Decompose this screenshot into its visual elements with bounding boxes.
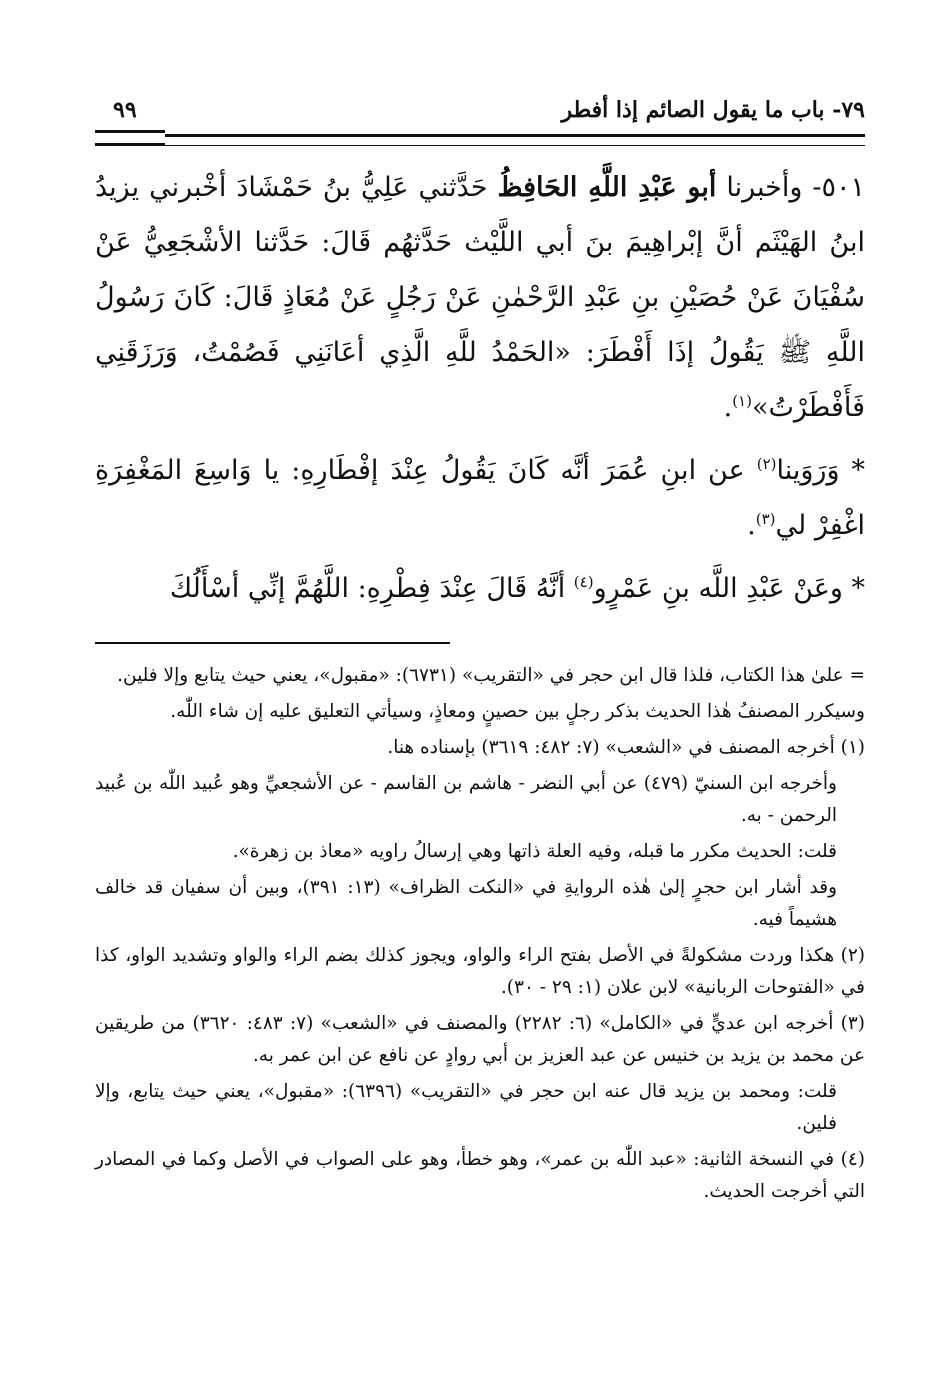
hadith-number: ٥٠١-: [802, 172, 865, 203]
footnote: (٤) في النسخة الثانية: «عبد اللّٰه بن عمر»، وهو خطأ، وهو على الصواب في الأصل وكما في المصادر التي أخرجت الحديث.: [95, 1149, 865, 1202]
footnote: وأخرجه ابن السنيّ (٤٧٩) عن أبي النضر - هاشم بن القاسم - عن الأشجعيِّ وهو عُبيد اللّٰه بن عُبيد الرحمن - به.: [95, 773, 837, 826]
page-number: ٩٩: [113, 97, 137, 123]
footnote: قلت: ومحمد بن يزيد قال عنه ابن حجر في «التقريب» (٦٣٩٦): «مقبول»، يعني حيث يتابع، وإلا فلين.: [95, 1081, 838, 1134]
narration-paragraph: [95, 561, 865, 616]
text-run: * وعَنْ عَبْدِ اللَّه بنِ عَمْرٍو: [593, 573, 865, 604]
header-rule-left: [95, 130, 165, 146]
book-page: [95, 90, 865, 1212]
text-run: حَدَّثني عَلِيُّ بنُ حَمْشَادَ أخْبرني يزيدُ ابنُ الهَيْثَم أنَّ إبْراهِيمَ بنَ أبي اللَّيْث حَدَّثهُم قَالَ: حَدَّثنا الأشْجَعِيُّ عَنْ سُفْيَانَ عَنْ حُصَيْنِ بنِ عَبْدِ الرَّحْمٰنِ عَنْ رَجُلٍ عَنْ مُعَاذٍ قَالَ: كَانَ رَسُولُ اللَّهِ ﷺ يَقُولُ إذَا أَفْطَرَ: «الحَمْدُ للَّهِ الَّذِي أعَانَنِي فَصُمْتُ، وَرَزَقَنِي فَأَفْطَرْتُ»: [95, 172, 865, 423]
footnote-rule: [95, 642, 450, 644]
text-run: عن ابنِ عُمَرَ أنَّه كَانَ يَقُولُ عِنْدَ إفْطَارِهِ: يا وَاسِعَ المَغْفِرَةِ اغْفِرْ لي: [95, 455, 865, 541]
footnote-ref: (١): [732, 392, 752, 410]
page-header: [95, 90, 865, 130]
narration-paragraph: [95, 443, 865, 553]
text-run: .: [747, 510, 756, 541]
footnote: (١) أخرجه المصنف في «الشعب» (٧: ٤٨٢: ٣٦١٩) بإسناده هنا.: [387, 737, 865, 758]
main-text: [95, 160, 865, 616]
text-run: أنَّهُ قَالَ عِنْدَ فِطْرِهِ: اللَّهُمَّ إنِّي أسْأَلُكَ: [169, 573, 574, 604]
footnote: (٣) أخرجه ابن عديٍّ في «الكامل» (٦: ٢٢٨٢) والمصنف في «الشعب» (٧: ٤٨٣: ٣٦٢٠) من طريقين عن محمد بن يزيد بن خنيس عن عبد العزيز بن أبي روادٍ عن نافع عن ابن عمر به.: [95, 1013, 865, 1066]
hadith-paragraph: [95, 160, 865, 435]
footnote-ref: (٤): [573, 573, 594, 591]
footnote: قلت: الحديث مكرر ما قبله، وفيه العلة ذاتها وهي إرسالُ راويه «معاذ بن زهرة».: [232, 841, 837, 862]
header-rule: [95, 134, 865, 146]
footnote: وقد أشار ابن حجرٍ إلىٰ هٰذه الروايةِ في «النكت الظراف» (١٣: ٣٩١)، وبين أن سفيان قد خالف هشيماً فيه.: [95, 877, 837, 930]
footnotes: [95, 660, 865, 1208]
footnote: وسيكرر المصنفُ هٰذا الحديث بذكر رجلٍ بين حصينٍ ومعاذٍ، وسيأتي التعليق عليه إن شاء اللّٰه.: [170, 701, 865, 722]
footnote: (٢) هكذا وردت مشكولةً في الأصل بفتح الراء والواو، ويجوز كذلك بضم الراء والواو وتشديد الواو، كذا في «الفتوحات الربانية» لابن علان (١: ٢٩ - ٣٠).: [95, 945, 865, 998]
text-run: وأخبرنا: [716, 172, 803, 203]
footnote-ref: (٢): [756, 455, 777, 473]
chapter-title: ٧٩- باب ما يقول الصائم إذا أفطر: [561, 97, 865, 123]
footnote-ref: (٣): [755, 510, 776, 528]
text-run: * وَرَوَينا: [776, 455, 865, 486]
narrator-name: أبو عَبْدِ اللَّهِ الحَافِظُ: [497, 172, 717, 203]
footnote: = علىٰ هذا الكتاب، فلذا قال ابن حجر في «التقريب» (٦٧٣١): «مقبول»، يعني حيث يتابع وإلا فلين.: [117, 665, 865, 686]
text-run: .: [723, 392, 733, 423]
